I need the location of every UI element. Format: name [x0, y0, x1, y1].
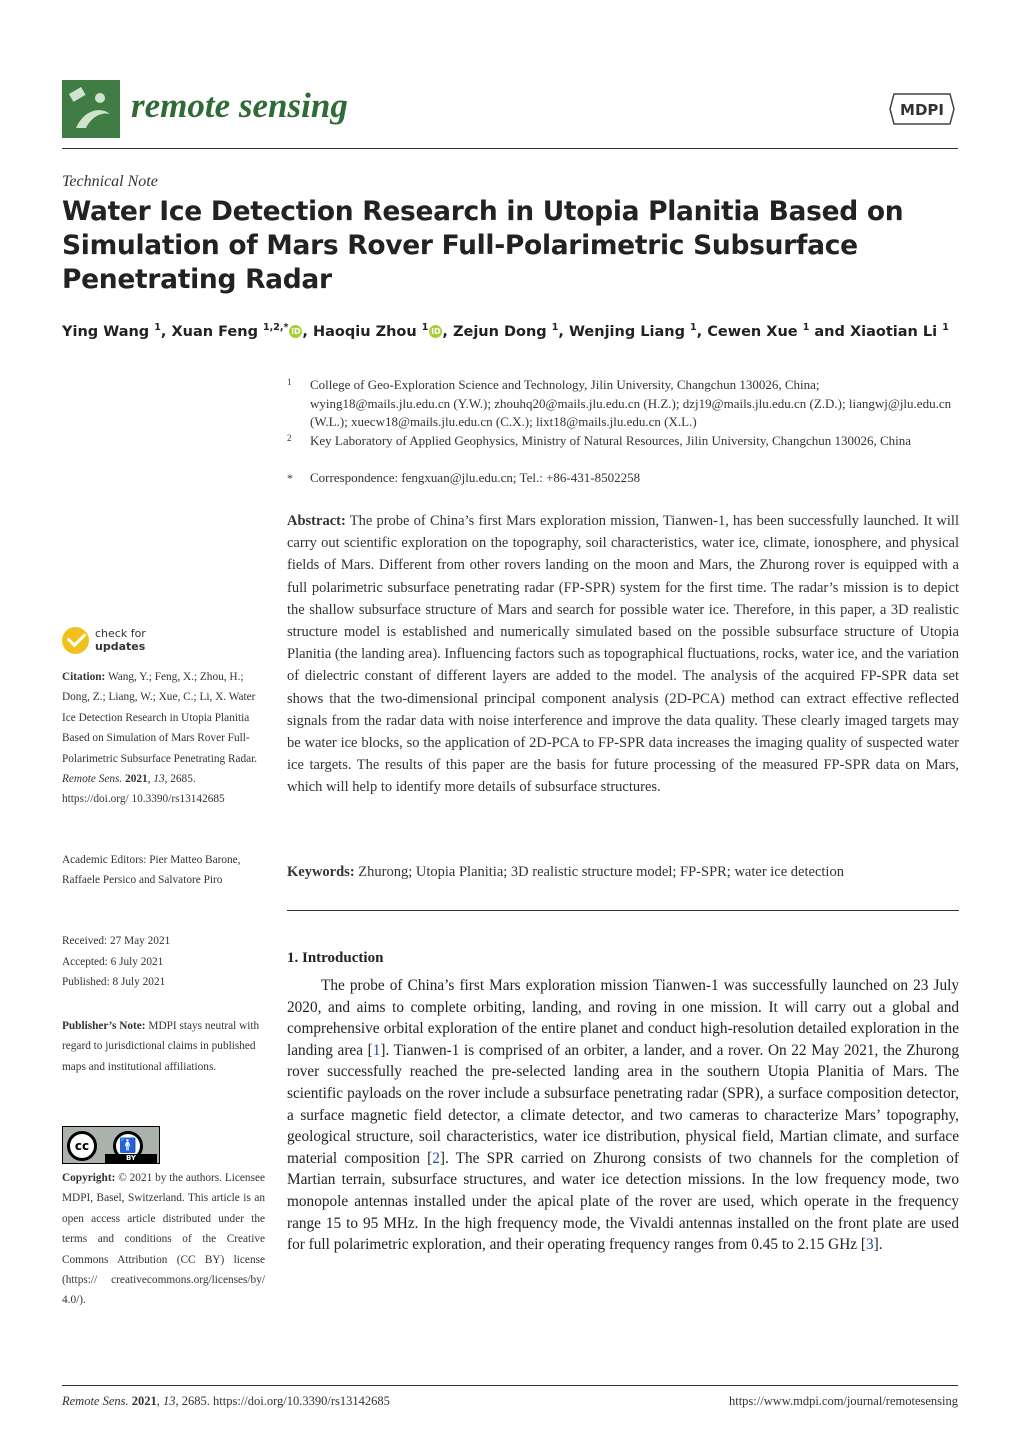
- citation-label: Citation:: [62, 671, 106, 683]
- affiliation-2: [287, 432, 959, 451]
- footer-url[interactable]: https://www.mdpi.com/journal/remotesensing: [728, 1394, 958, 1408]
- footer-rule: [62, 1385, 958, 1386]
- copyright: [62, 1168, 265, 1311]
- affiliation-1: [287, 376, 959, 432]
- reference-link[interactable]: 3: [865, 1236, 874, 1254]
- publisher-note: [62, 1016, 265, 1077]
- keywords: [287, 864, 959, 881]
- author-name: Wenjing Liang: [568, 323, 685, 340]
- reference-link[interactable]: 2: [432, 1149, 440, 1167]
- author-name: Ying Wang: [62, 323, 150, 340]
- author-name: Xuan Feng: [171, 323, 258, 340]
- footer-citation: Remote Sens. 2021, 13, 2685. https://doi.org/10.3390/rs13142685: [62, 1394, 390, 1408]
- keywords-text: Zhurong; Utopia Planitia; 3D realistic structure model; FP-SPR; water ice detection: [358, 864, 844, 880]
- correspondence-marker: *: [287, 471, 293, 485]
- correspondence-text: Correspondence: fengxuan@jlu.edu.cn; Tel.: +86-431-8502258: [310, 470, 641, 485]
- citation-doi[interactable]: , 2685. https://doi.org/ 10.3390/rs13142685: [62, 773, 225, 806]
- author-and: and: [814, 323, 845, 340]
- orcid-icon[interactable]: iD: [431, 327, 441, 337]
- intro-text: The probe of China’s first Mars exploration mission Tianwen-1 was successfully launched on 23 July 2020, and aims to complete orbiting, landing, and roving in one mission. It will carry out a global and comprehensive orbital exploration of the entire planet and conduct high-resolution detailed exploration in the landing area [: [287, 977, 959, 1059]
- academic-editors: Academic Editors: Pier Matteo Barone, Raffaele Persico and Salvatore Piro: [62, 854, 241, 887]
- affiliation-number: 1: [287, 377, 292, 387]
- check-label-2: updates: [95, 640, 146, 653]
- footer-doi[interactable]: , 2685. https://doi.org/10.3390/rs13142685: [175, 1394, 390, 1408]
- author-list: Ying Wang $^1$, Xuan Feng $^{1,2,*}$ iD , Haoqiu Zhou $^1$ iD , Zejun Dong $^1$, Wenjing Liang $^1$, Cewen Xue $^1$ and Xiaotian Li $^1$: [62, 322, 949, 340]
- published-date: Published: 8 July 2021: [62, 976, 166, 988]
- publisher-note-label: Publisher’s Note:: [62, 1020, 146, 1032]
- author-affil-sup: 1: [421, 322, 429, 333]
- accepted-date: Accepted: 6 July 2021: [62, 956, 164, 968]
- intro-paragraph: [287, 975, 959, 1256]
- citation-text: Wang, Y.; Feng, X.; Zhou, H.; Dong, Z.; Liang, W.; Xue, C.; Li, X. Water Ice Detection Research in Utopia Planitia Based on Simulation of Mars Rover Full-Polarimetric Subsurface Penetrating Radar.: [62, 671, 258, 765]
- intro-text: ].: [873, 1236, 883, 1254]
- footer-volume: 13: [163, 1394, 176, 1408]
- author-name: Cewen Xue: [707, 323, 798, 340]
- author-name: Zejun Dong: [452, 323, 547, 340]
- journal-logo-icon: [62, 80, 120, 138]
- author-affil-sup: 1,2,*: [263, 322, 289, 333]
- author-affil-sup: 1: [154, 322, 161, 333]
- affiliation-text: Key Laboratory of Applied Geophysics, Ministry of Natural Resources, Jilin University, Changchun 130026, China: [310, 433, 912, 448]
- author-affil-sup: 1: [690, 322, 697, 333]
- orcid-icon[interactable]: iD: [291, 327, 301, 337]
- abstract-text: The probe of China’s first Mars exploration mission, Tianwen-1, has been successfully launched. It will carry out scientific exploration on the topography, soil characteristics, water ice, climate, ionosphere, and physical fields of Mars. Different from other rovers landing on the moon and Mars, the Zhurong rover is equipped with a full polarimetric subsurface penetrating radar (FP-SPR) system for the first time. The radar’s mission is to depict the shallow subsurface structure of Mars and search for possible water ice. Therefore, in this paper, a 3D realistic structure model is established and numerically simulated based on the possible subsurface structure of Utopia Planitia (the landing area). Influencing factors such as topographical fluctuations, rocks, water ice, and the variation of dielectric constant of different layers are added to the model. The analysis of the acquired FP-SPR data set shows that the two-dimensional principal component analysis (2D-PCA) method can extract effective reflected signals from the radar data with noise interference and improve the data quality. These clearly imaged targets may be water ice blocks, so the application of 2D-PCA to FP-SPR data increases the imaging quality of suspected water ice targets. The results of this paper are the basis for future processing of the measured FP-SPR data on Mars, which will help to identify more details of subsurface structures.: [287, 513, 959, 796]
- copyright-label: Copyright:: [62, 1172, 116, 1184]
- publisher-note-text: MDPI stays neutral with regard to jurisdictional claims in published maps and institutional affiliations.: [62, 1020, 260, 1073]
- citation-volume: 13: [153, 773, 165, 786]
- abstract-rule: [287, 910, 959, 911]
- copyright-text: © 2021 by the authors. Licensee MDPI, Basel, Switzerland. This article is an open access article distributed under the terms and conditions of the Creative Commons Attribution (CC BY) license (https:// creativecommons.org/licenses/by/ 4.0/).: [62, 1172, 265, 1307]
- author-affil-sup: 1: [942, 322, 949, 333]
- mdpi-logo-text: MDPI: [900, 101, 944, 119]
- keywords-label: Keywords:: [287, 864, 355, 880]
- correspondence: [287, 469, 959, 488]
- mdpi-logo: [888, 92, 956, 126]
- author-affil-sup: 1: [802, 322, 810, 333]
- cc-by-license-badge[interactable]: [62, 1126, 160, 1164]
- abstract: [287, 510, 959, 799]
- abstract-label: Abstract:: [287, 513, 346, 529]
- affiliation-text: College of Geo-Exploration Science and Technology, Jilin University, Changchun 130026, China; wying18@mails.jlu.edu.cn (Y.W.); zhouhq20@mails.jlu.edu.cn (H.Z.); dzj19@mails.jlu.edu.cn (Z.D.); liangwj@jlu.edu.cn (W.L.); xuecw18@mails.jlu.edu.cn (C.X.); lixt18@mails.jlu.edu.cn (X.L.): [310, 377, 952, 429]
- author-name: Xiaotian Li: [849, 323, 938, 340]
- section-heading: 1. Introduction: [287, 950, 384, 966]
- reference-link[interactable]: 1: [372, 1041, 381, 1059]
- citation-journal: Remote Sens.: [62, 773, 123, 786]
- intro-text: ]. Tianwen-1 is comprised of an orbiter, a lander, and a rover. On 22 May 2021, the Zhurong rover successfully reached the pre-selected landing area in the southern Utopia Planitia of Mars. The scientific payloads on the rover include a subsurface penetrating radar (SPR), a surface composition detector, a surface magnetic field detector, a climate detector, and two cameras to characterize Mars’ topography, geological structure, soil characteristics, water ice distribution, physical field, Martian climate, and surface material composition [: [287, 1041, 959, 1167]
- footer-year: 2021: [131, 1394, 157, 1408]
- check-for-updates-button[interactable]: [62, 625, 202, 655]
- intro-text: ]. The SPR carried on Zhurong consists of two channels for the completion of Martian terrain, subsurface structures, and water ice detection missions. In the low frequency mode, two monopole antennas installed under the apical plate of the rover are used, which operate in the frequency range 15 to 95 MHz. In the high frequency mode, the Vivaldi antennas installed on the front plate are used for full polarimetric exploration, and their operating frequency ranges from 0.45 to 2.15 GHz [: [287, 1149, 959, 1254]
- cc-by-label: BY: [105, 1154, 157, 1163]
- affiliation-number: 2: [287, 433, 292, 443]
- citation-year: 2021: [125, 773, 148, 786]
- attribution-person-icon: 🚹: [113, 1131, 143, 1161]
- citation: Citation: Wang, Y.; Feng, X.; Zhou, H.; Dong, Z.; Liang, W.; Xue, C.; Li, X. Water Ice Detection Research in Utopia Planitia Based on Simulation of Mars Rover Full-Polarimetric Subsurface Penetrating Radar. Remote Sens. 2021, 13, 2685. https://doi.org/ 10.3390/rs13142685: [62, 671, 258, 806]
- cc-icon: cc: [67, 1131, 97, 1161]
- author-name: Haoqiu Zhou: [312, 323, 417, 340]
- article-type: Technical Note: [62, 173, 158, 190]
- author-affil-sup: 1: [551, 322, 559, 333]
- footer-journal: Remote Sens.: [62, 1394, 129, 1408]
- check-icon: [62, 627, 89, 654]
- paper-title: Water Ice Detection Research in Utopia Planitia Based on Simulation of Mars Rover Full-Polarimetric Subsurface Penetrating Radar: [62, 196, 904, 295]
- header-rule: [62, 148, 958, 149]
- check-label-1: check for: [95, 627, 146, 640]
- received-date: Received: 27 May 2021: [62, 935, 171, 947]
- journal-name: remote sensing: [131, 86, 348, 125]
